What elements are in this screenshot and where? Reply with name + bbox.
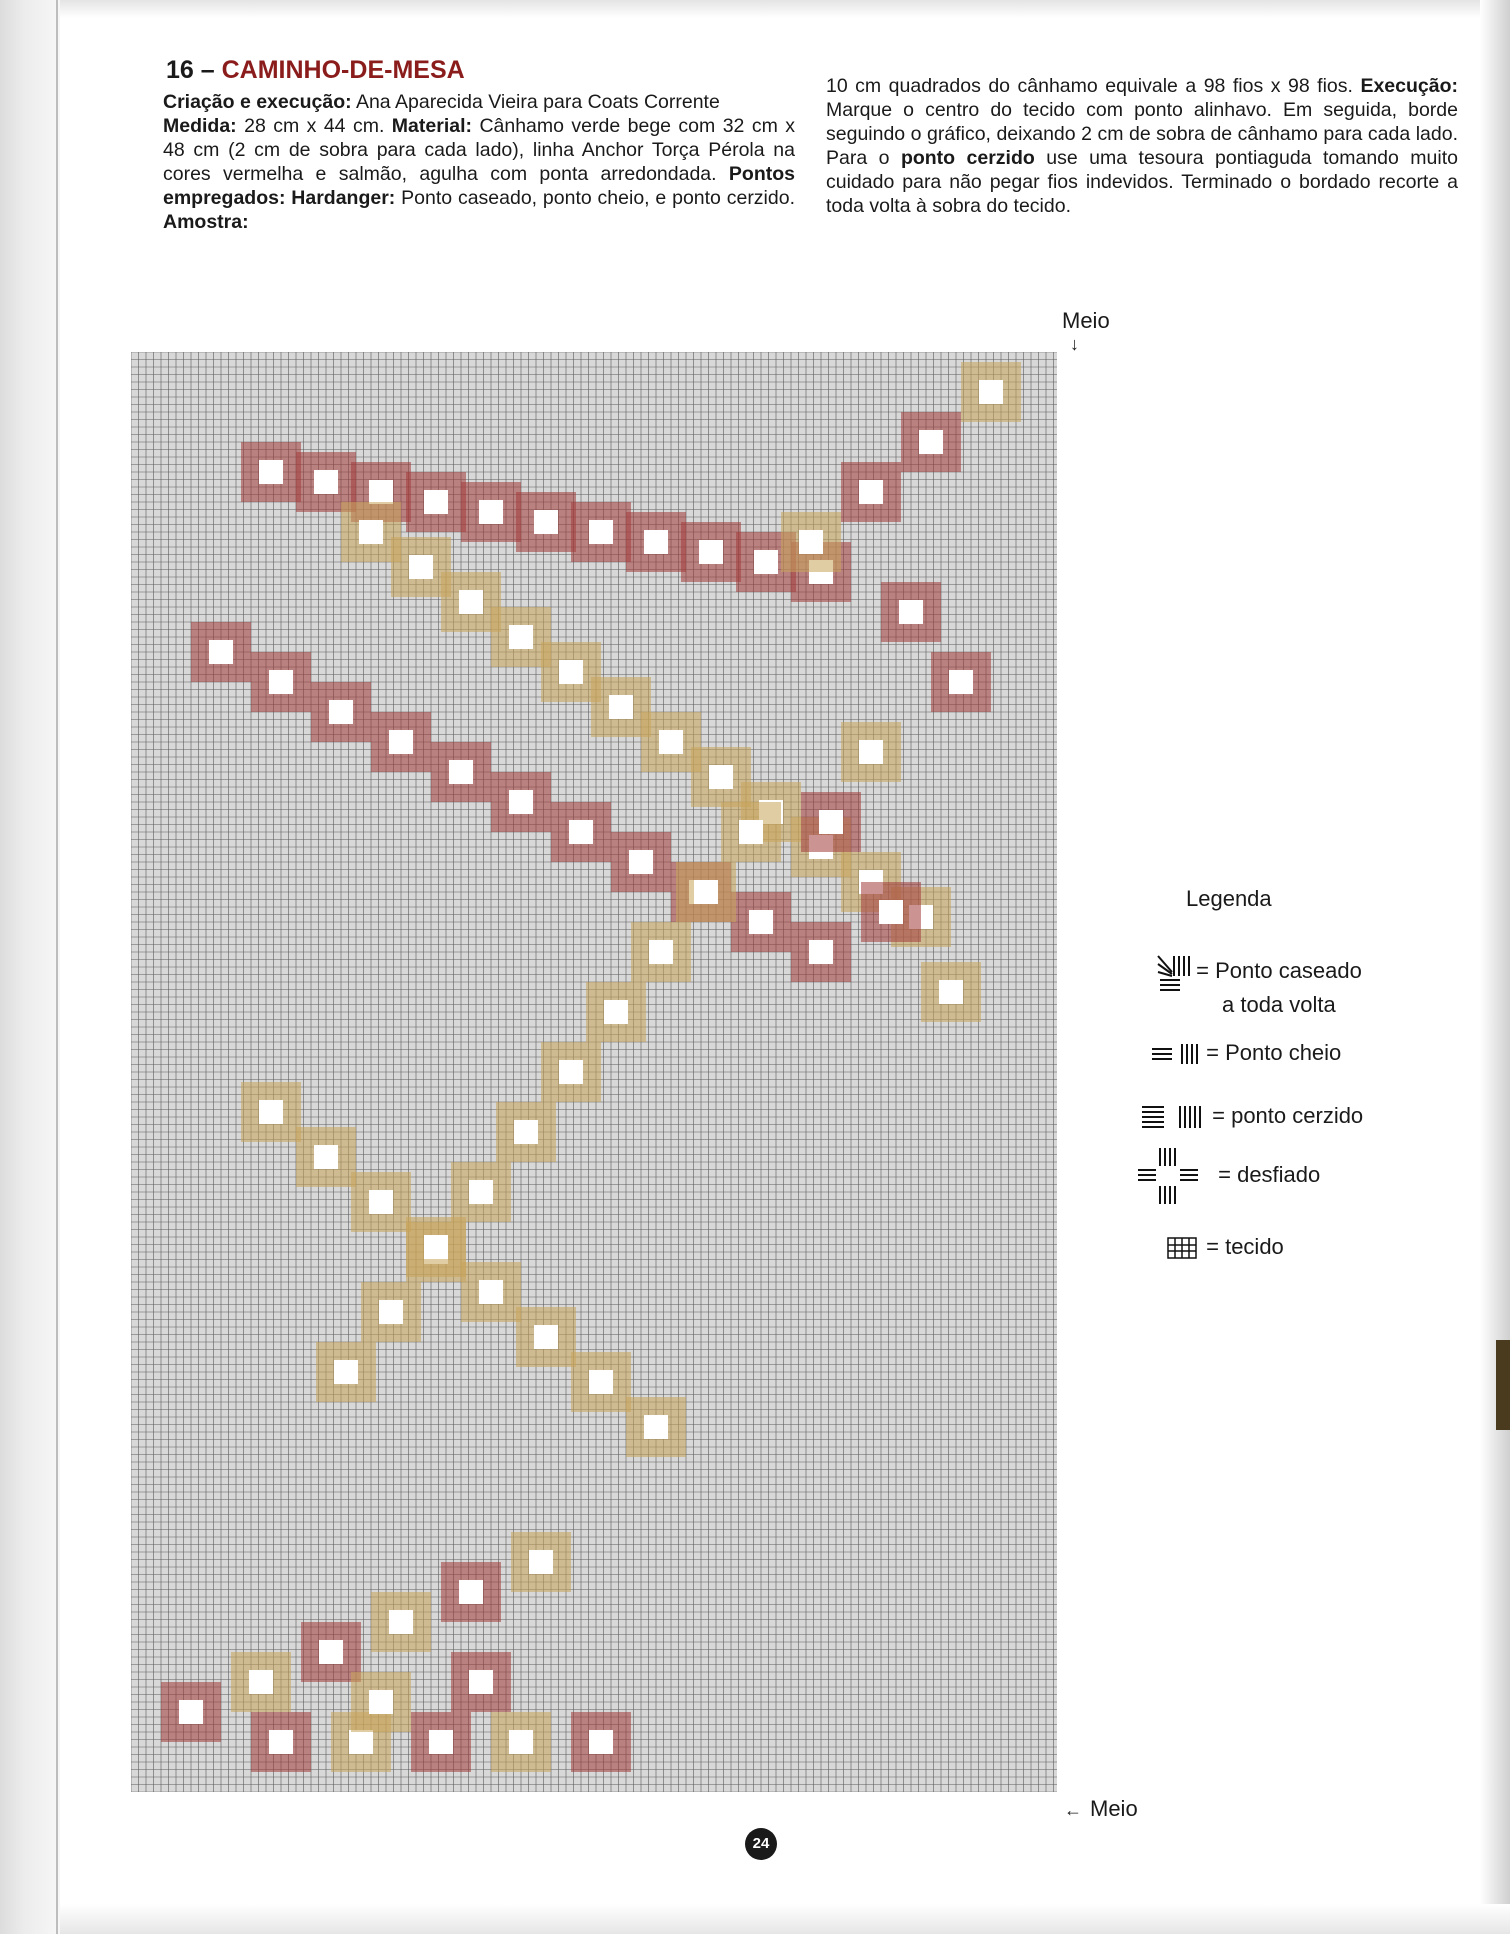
open-square [469,1670,493,1694]
stitches-label: Pontos empregados: Hardanger: [163,163,795,209]
open-square [659,730,683,754]
open-square [809,940,833,964]
creation-label: Criação e execução: [163,91,352,113]
legend-item-cutwork [1136,1144,1320,1208]
sample-label: Amostra: [163,211,249,233]
sample-text: 10 cm quadrados do cânhamo equivale a 98 fios x 98 fios. [826,75,1353,97]
open-square [559,660,583,684]
open-square [589,1730,613,1754]
buttonhole-icon [1156,952,1190,992]
open-square [754,550,778,574]
top-edge [60,0,1510,18]
open-square [269,670,293,694]
open-square [459,590,483,614]
open-square [589,1370,613,1394]
open-square [389,730,413,754]
article-title-text: CAMINHO-DE-MESA [221,56,465,84]
open-square [179,1700,203,1724]
open-square [509,790,533,814]
open-square [529,1550,553,1574]
open-square [514,1120,538,1144]
creation-text: Ana Aparecida Vieira para Coats Corrente [355,91,720,113]
meio-top-label: Meio [1062,308,1110,333]
open-square [559,1060,583,1084]
open-square [389,1610,413,1634]
legend-item-satin [1150,1040,1341,1067]
open-square [919,430,943,454]
open-square [209,640,233,664]
open-square [534,1325,558,1349]
legend-item-fabric [1166,1234,1284,1261]
open-square [319,1640,343,1664]
execution-text: Marque o centro do tecido com ponto alinhavo. Em seguida, borde seguindo o gráfico, deixando 2 cm de sobra de cânhamo para cada lado. Para o [826,99,1458,169]
size-text: 28 cm x 44 cm. [244,115,385,137]
article-title [166,56,465,85]
fabric-grid-icon [1166,1235,1200,1261]
instructions-right-column [826,74,1458,218]
legend-label-fabric: = tecido [1206,1234,1284,1259]
hardanger-chart [131,352,1057,1792]
open-square [699,540,723,564]
open-square [589,520,613,544]
open-square [329,700,353,724]
legend-label-buttonhole: = Ponto caseado [1196,957,1362,983]
open-square [649,940,673,964]
left-arrow-icon: ← [1064,1800,1082,1820]
open-square [249,1670,273,1694]
article-number: 16 – [166,56,215,84]
open-square [429,1730,453,1754]
open-square [469,1180,493,1204]
open-square [409,555,433,579]
open-square [259,1100,283,1124]
open-square [479,1280,503,1304]
chart-grid [131,352,1057,1792]
darning-stitch-icon [1140,1102,1206,1132]
open-square [369,480,393,504]
legend-label-darning: = ponto cerzido [1212,1102,1364,1128]
open-square [694,880,718,904]
open-square [609,695,633,719]
legend-label-satin: = Ponto cheio [1206,1040,1342,1065]
open-square [359,520,383,544]
open-square [859,480,883,504]
open-square [644,530,668,554]
cutwork-icon [1136,1144,1212,1208]
open-square [314,470,338,494]
open-square [424,490,448,514]
page-tab [1496,1340,1510,1430]
open-square [349,1730,373,1754]
spine-fold [56,0,58,1934]
open-square [424,1235,448,1259]
meio-bottom-label: Meio [1090,1796,1138,1821]
right-edge [1480,0,1510,1934]
open-square [534,510,558,534]
open-square [369,1190,393,1214]
open-square [879,900,903,924]
legend-item-darning [1140,1102,1363,1132]
open-square [269,1730,293,1754]
open-square [369,1690,393,1714]
bottom-edge [60,1904,1510,1934]
legend-label-buttonhole-2: a toda volta [1222,992,1336,1017]
open-square [629,850,653,874]
open-square [604,1000,628,1024]
execution-label: Execução: [1360,75,1458,97]
legend-item-buttonhole [1156,952,1362,1018]
open-square [259,460,283,484]
down-arrow-icon: ↓ [1070,334,1079,354]
page-number: 24 [745,1828,777,1860]
open-square [949,670,973,694]
open-square [569,820,593,844]
open-square [709,765,733,789]
open-square [449,760,473,784]
open-square [799,530,823,554]
legend-title: Legenda [1186,886,1272,911]
execution-text-2: use uma tesoura pontiaguda tomando muito cuidado para não pegar fios indevidos. Terminado o bordado recorte a toda volta à sobra do tecido. [826,147,1458,217]
open-square [819,810,843,834]
satin-stitch-icon [1150,1041,1200,1067]
page-spine [0,0,60,1934]
instructions-left-column [163,90,795,234]
open-square [509,1730,533,1754]
open-square [644,1415,668,1439]
material-text: Cânhamo verde bege com 32 cm x 48 cm (2 cm de sobra para cada lado), linha Anchor Torça Pérola na cores vermelha e salmão, agulha com ponta arredondada. [163,115,795,185]
open-square [334,1360,358,1384]
open-square [939,980,963,1004]
open-square [459,1580,483,1604]
open-square [859,740,883,764]
open-square [314,1145,338,1169]
stitches-text: Ponto caseado, ponto cheio, e ponto cerzido. [401,187,796,209]
legend-label-cutwork: = desfiado [1218,1161,1321,1187]
open-square [739,820,763,844]
open-square [899,600,923,624]
open-square [379,1300,403,1324]
open-square [479,500,503,524]
material-label: Material: [391,115,472,137]
open-square [509,625,533,649]
open-square [979,380,1003,404]
size-label: Medida: [163,115,237,137]
execution-bold: ponto cerzido [900,147,1035,169]
open-square [749,910,773,934]
